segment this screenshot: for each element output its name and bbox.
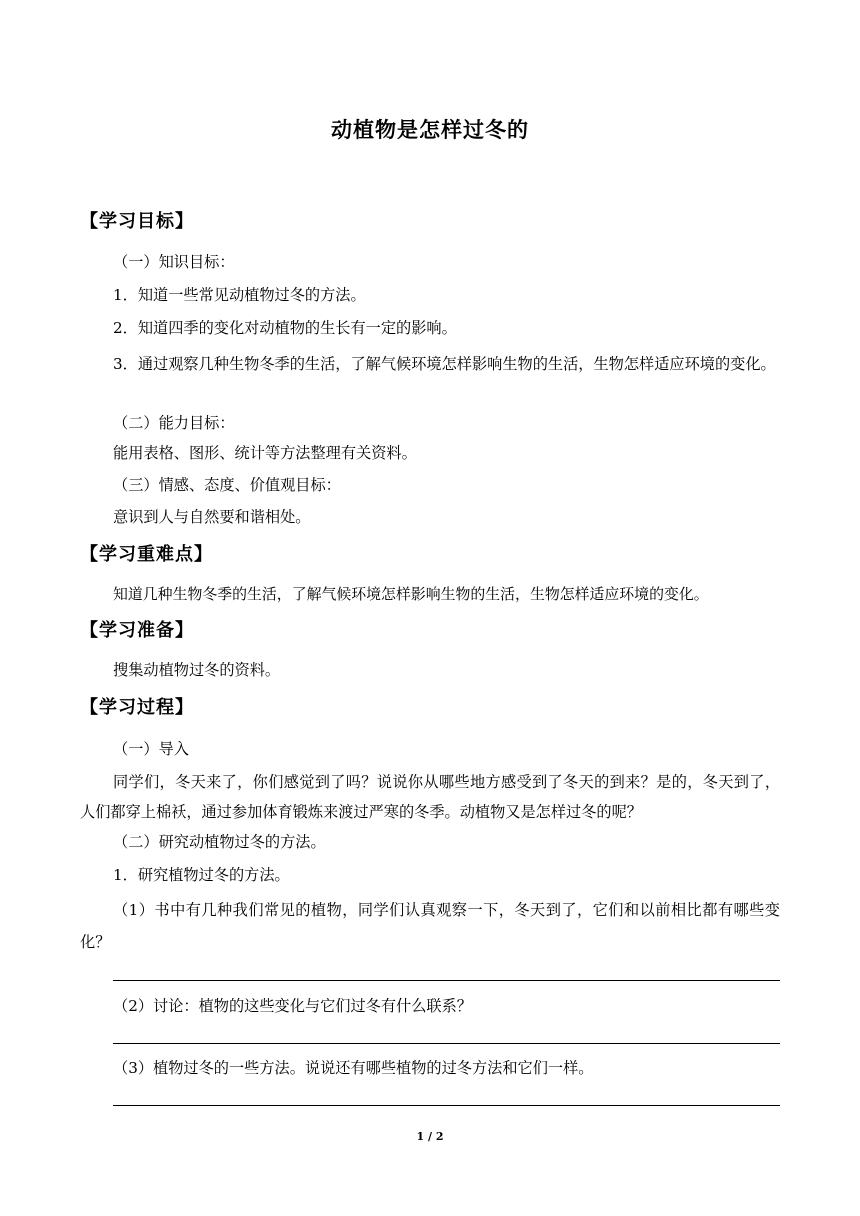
preparation-text: 搜集动植物过冬的资料。 <box>113 661 281 679</box>
emotion-goal-text: 意识到人与自然要和谐相处。 <box>113 508 311 526</box>
heading-key-points: 【学习重难点】 <box>80 544 213 565</box>
plant-research-label: 1．研究植物过冬的方法。 <box>113 866 290 884</box>
question-1: （1）书中有几种我们常见的植物，同学们认真观察一下，冬天到了，它们和以前相比都有哪些变化？ <box>80 901 780 951</box>
knowledge-goal-label: （一）知识目标： <box>113 253 235 271</box>
question-2: （2）讨论：植物的这些变化与它们过冬有什么联系？ <box>113 997 472 1015</box>
emotion-goal-label: （三）情感、态度、价值观目标： <box>113 476 341 494</box>
research-label: （二）研究动植物过冬的方法。 <box>113 833 326 851</box>
answer-line-3 <box>113 1105 780 1106</box>
key-points-text: 知道几种生物冬季的生活，了解气候环境怎样影响生物的生活，生物怎样适应环境的变化。 <box>113 585 709 603</box>
intro-text: 同学们，冬天来了，你们感觉到了吗？说说你从哪些地方感受到了冬天的到来？是的，冬天到了，人们都穿上棉袄，通过参加体育锻炼来渡过严寒的冬季。动植物又是怎样过冬的呢？ <box>80 773 780 821</box>
heading-learning-goals: 【学习目标】 <box>80 211 194 232</box>
page-title: 动植物是怎样过冬的 <box>331 118 529 142</box>
ability-goal-text: 能用表格、图形、统计等方法整理有关资料。 <box>113 444 417 462</box>
heading-learning-process: 【学习过程】 <box>80 697 194 718</box>
intro-label: （一）导入 <box>113 740 189 758</box>
knowledge-goal-item-3: 3．通过观察几种生物冬季的生活，了解气候环境怎样影响生物的生活，生物怎样适应环境的变化。 <box>113 355 776 373</box>
knowledge-goal-item-1: 1．知道一些常见动植物过冬的方法。 <box>113 286 366 304</box>
page-number: 1 / 2 <box>416 1130 444 1143</box>
knowledge-goal-item-2: 2．知道四季的变化对动植物的生长有一定的影响。 <box>113 319 457 337</box>
ability-goal-label: （二）能力目标： <box>113 414 235 432</box>
heading-preparation: 【学习准备】 <box>80 620 194 641</box>
question-3: （3）植物过冬的一些方法。说说还有哪些植物的过冬方法和它们一样。 <box>113 1059 594 1077</box>
answer-line-1 <box>113 980 780 981</box>
answer-line-2 <box>113 1043 780 1044</box>
